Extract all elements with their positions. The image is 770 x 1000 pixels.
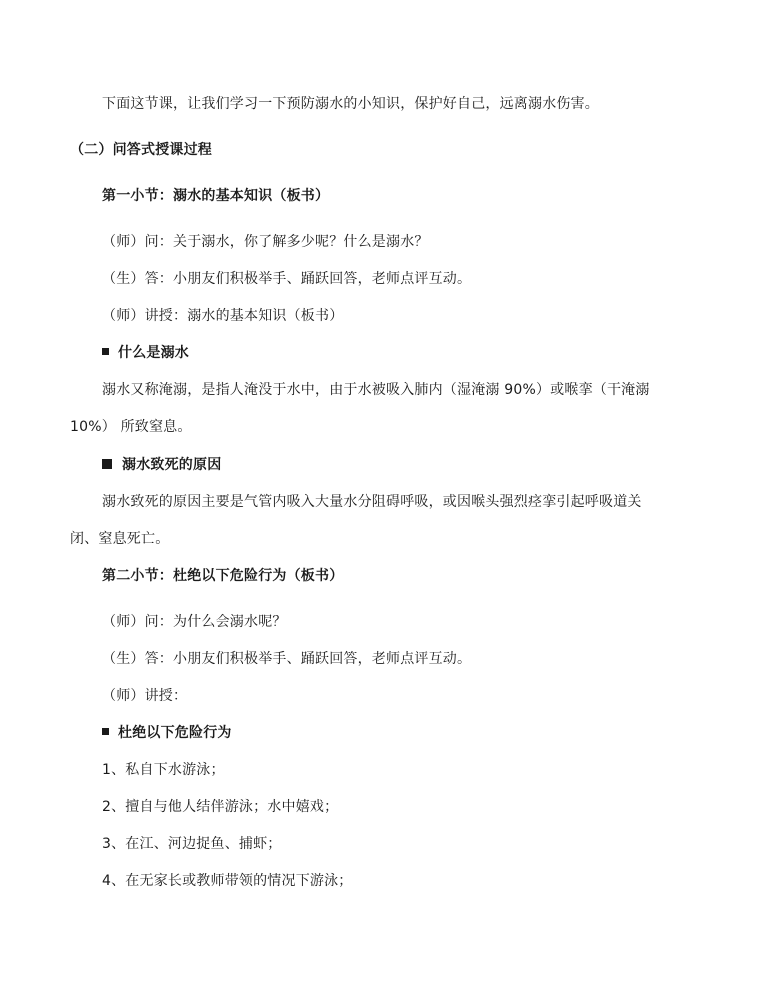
drowning-cause-text-line1: 溺水致死的原因主要是气管内吸入大量水分阻碍呼吸，或因喉头强烈痉挛引起呼吸道关 <box>102 494 642 510</box>
sub1-teacher-question: （师）问：关于溺水，你了解多少呢？什么是溺水？ <box>102 234 429 250</box>
section-heading: （二）问答式授课过程 <box>70 142 212 158</box>
list-item: 1、私自下水游泳； <box>102 762 225 778</box>
square-bullet-icon <box>102 728 109 735</box>
subsection-2-title: 第二小节：杜绝以下危险行为（板书） <box>102 568 344 584</box>
drowning-cause-heading <box>102 455 221 475</box>
square-bullet-icon <box>102 459 112 469</box>
sub2-student-answer: （生）答：小朋友们积极举手、踊跃回答，老师点评互动。 <box>102 651 472 667</box>
subsection-1-title: 第一小节：溺水的基本知识（板书） <box>102 188 330 204</box>
sub2-teacher-lecture: （师）讲授： <box>102 688 188 704</box>
what-is-drowning-label: 什么是溺水 <box>118 345 189 361</box>
what-is-drowning-heading <box>102 343 189 363</box>
what-is-drowning-text-line1: 溺水又称淹溺，是指人淹没于水中，由于水被吸入肺内（湿淹溺 90%）或喉挛（干淹溺 <box>102 382 650 398</box>
sub2-teacher-question: （师）问：为什么会溺水呢？ <box>102 614 287 630</box>
dangerous-behaviors-heading <box>102 723 232 743</box>
list-item: 4、在无家长或教师带领的情况下游泳； <box>102 873 353 889</box>
drowning-cause-label: 溺水致死的原因 <box>122 457 222 473</box>
drowning-cause-text-line2: 闭、窒息死亡。 <box>70 531 170 547</box>
sub1-teacher-lecture: （师）讲授：溺水的基本知识（板书） <box>102 308 344 324</box>
square-bullet-icon <box>102 348 109 355</box>
dangerous-behaviors-label: 杜绝以下危险行为 <box>118 725 232 741</box>
list-item: 3、在江、河边捉鱼、捕虾； <box>102 836 282 852</box>
list-item: 2、擅自与他人结伴游泳；水中嬉戏； <box>102 799 339 815</box>
sub1-student-answer: （生）答：小朋友们积极举手、踊跃回答，老师点评互动。 <box>102 271 472 287</box>
what-is-drowning-text-line2: 10%） 所致窒息。 <box>70 419 192 435</box>
intro-paragraph: 下面这节课，让我们学习一下预防溺水的小知识，保护好自己，远离溺水伤害。 <box>102 96 599 112</box>
